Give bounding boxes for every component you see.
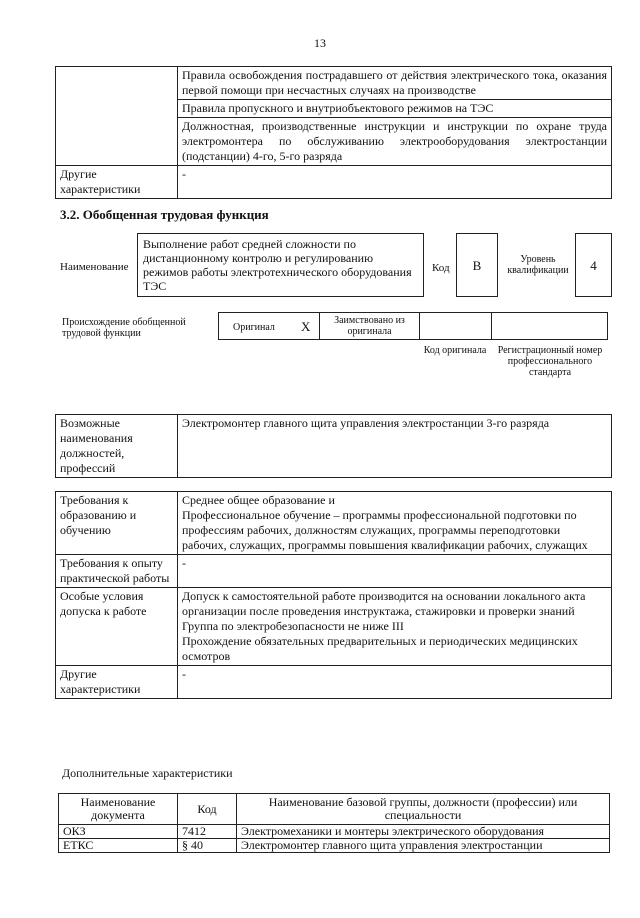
- list-item: Правила пропускного и внутриобъектового режимов на ТЭС: [178, 100, 611, 118]
- table-row: [56, 666, 612, 699]
- table-row: [56, 588, 612, 666]
- list-item: Профессиональное обучение – программы профессиональной подготовки по профессиям рабочих, должностям служащих, программы переподготовки рабочих, служащих, программы повышения квалификации рабочих, служащих: [182, 508, 588, 552]
- section-heading: 3.2. Обобщенная трудовая функция: [60, 207, 269, 222]
- row-value: -: [178, 555, 612, 588]
- table-row: [56, 555, 612, 588]
- row-label: Другие характеристики: [56, 666, 178, 699]
- list-item: Среднее общее образование и: [182, 493, 335, 507]
- additional-heading: Дополнительные характеристики: [62, 766, 233, 780]
- table-row: [59, 839, 610, 853]
- row-label: Особые условия допуска к работе: [56, 588, 178, 666]
- table-cell: § 40: [178, 839, 237, 853]
- code-label: Код: [432, 262, 450, 274]
- reg-number-caption: Регистрационный номер профессионального стандарта: [497, 345, 603, 378]
- column-header: Наименование документа: [59, 794, 178, 825]
- list-item: Группа по электробезопасности не ниже III: [182, 619, 404, 633]
- row-value: [178, 67, 612, 166]
- origin-label: Происхождение обобщенной трудовой функции: [62, 317, 186, 339]
- table-header-row: [59, 794, 610, 825]
- table-cell: Электромонтер главного щита управления электростанции: [237, 839, 610, 853]
- list-item: Прохождение обязательных предварительных и периодических медицинских осмотров: [182, 634, 578, 663]
- table-cell: ОКЗ: [59, 825, 178, 839]
- table-row: [56, 415, 612, 478]
- column-header: Код: [178, 794, 237, 825]
- divider: [419, 313, 420, 339]
- original-label: Оригинал: [233, 322, 275, 333]
- additional-table: [58, 793, 610, 853]
- divider: [319, 313, 320, 339]
- function-name-value: Выполнение работ средней сложности по дистанционному контролю и регулированию режимов работы электротехнического оборудования ТЭС: [137, 233, 424, 297]
- row-value: Электромонтер главного щита управления электростанции 3-го разряда: [178, 415, 612, 478]
- table-cell: ЕТКС: [59, 839, 178, 853]
- row-label: Возможные наименования должностей, профессий: [56, 415, 178, 478]
- borrowed-label: Заимствовано из оригинала: [334, 315, 405, 337]
- table-row: [56, 67, 612, 166]
- positions-table: [55, 414, 612, 478]
- function-code-value: B: [456, 233, 498, 297]
- table-row: [56, 166, 612, 199]
- list-item: Допуск к самостоятельной работе производится на основании локального акта организации после проведения инструктажа, стажировки и проверки знаний: [182, 589, 586, 618]
- row-value: -: [178, 666, 612, 699]
- table-row: [56, 492, 612, 555]
- page-number: 13: [314, 36, 326, 50]
- table-row: [59, 825, 610, 839]
- row-label: Требования к опыту практической работы: [56, 555, 178, 588]
- name-label: Наименование: [60, 261, 129, 273]
- table-cell: Электромеханики и монтеры электрического оборудования: [237, 825, 610, 839]
- origin-row: [218, 312, 608, 340]
- row-value: -: [178, 166, 612, 199]
- original-mark: X: [301, 319, 311, 334]
- requirements-table: [55, 491, 612, 699]
- divider: [491, 313, 492, 339]
- list-item: Правила освобождения пострадавшего от действия электрического тока, оказания первой помощи при несчастных случаях на производстве: [178, 67, 611, 100]
- row-label: [56, 67, 178, 166]
- row-value: [178, 492, 612, 555]
- level-label: Уровень квалификации: [507, 254, 569, 276]
- row-label: Другие характеристики: [56, 166, 178, 199]
- row-label: Требования к образованию и обучению: [56, 492, 178, 555]
- list-item: Должностная, производственные инструкции и инструкции по охране труда электромонтера по обслуживанию электрооборудования электростанции (подстанции) 4-го, 5-го разряда: [182, 119, 607, 163]
- table-cell: 7412: [178, 825, 237, 839]
- column-header: Наименование базовой группы, должности (профессии) или специальности: [237, 794, 610, 825]
- row-value: [178, 588, 612, 666]
- qualification-level-value: 4: [575, 233, 612, 297]
- knowledge-table: [55, 66, 612, 199]
- code-original-caption: Код оригинала: [423, 345, 487, 356]
